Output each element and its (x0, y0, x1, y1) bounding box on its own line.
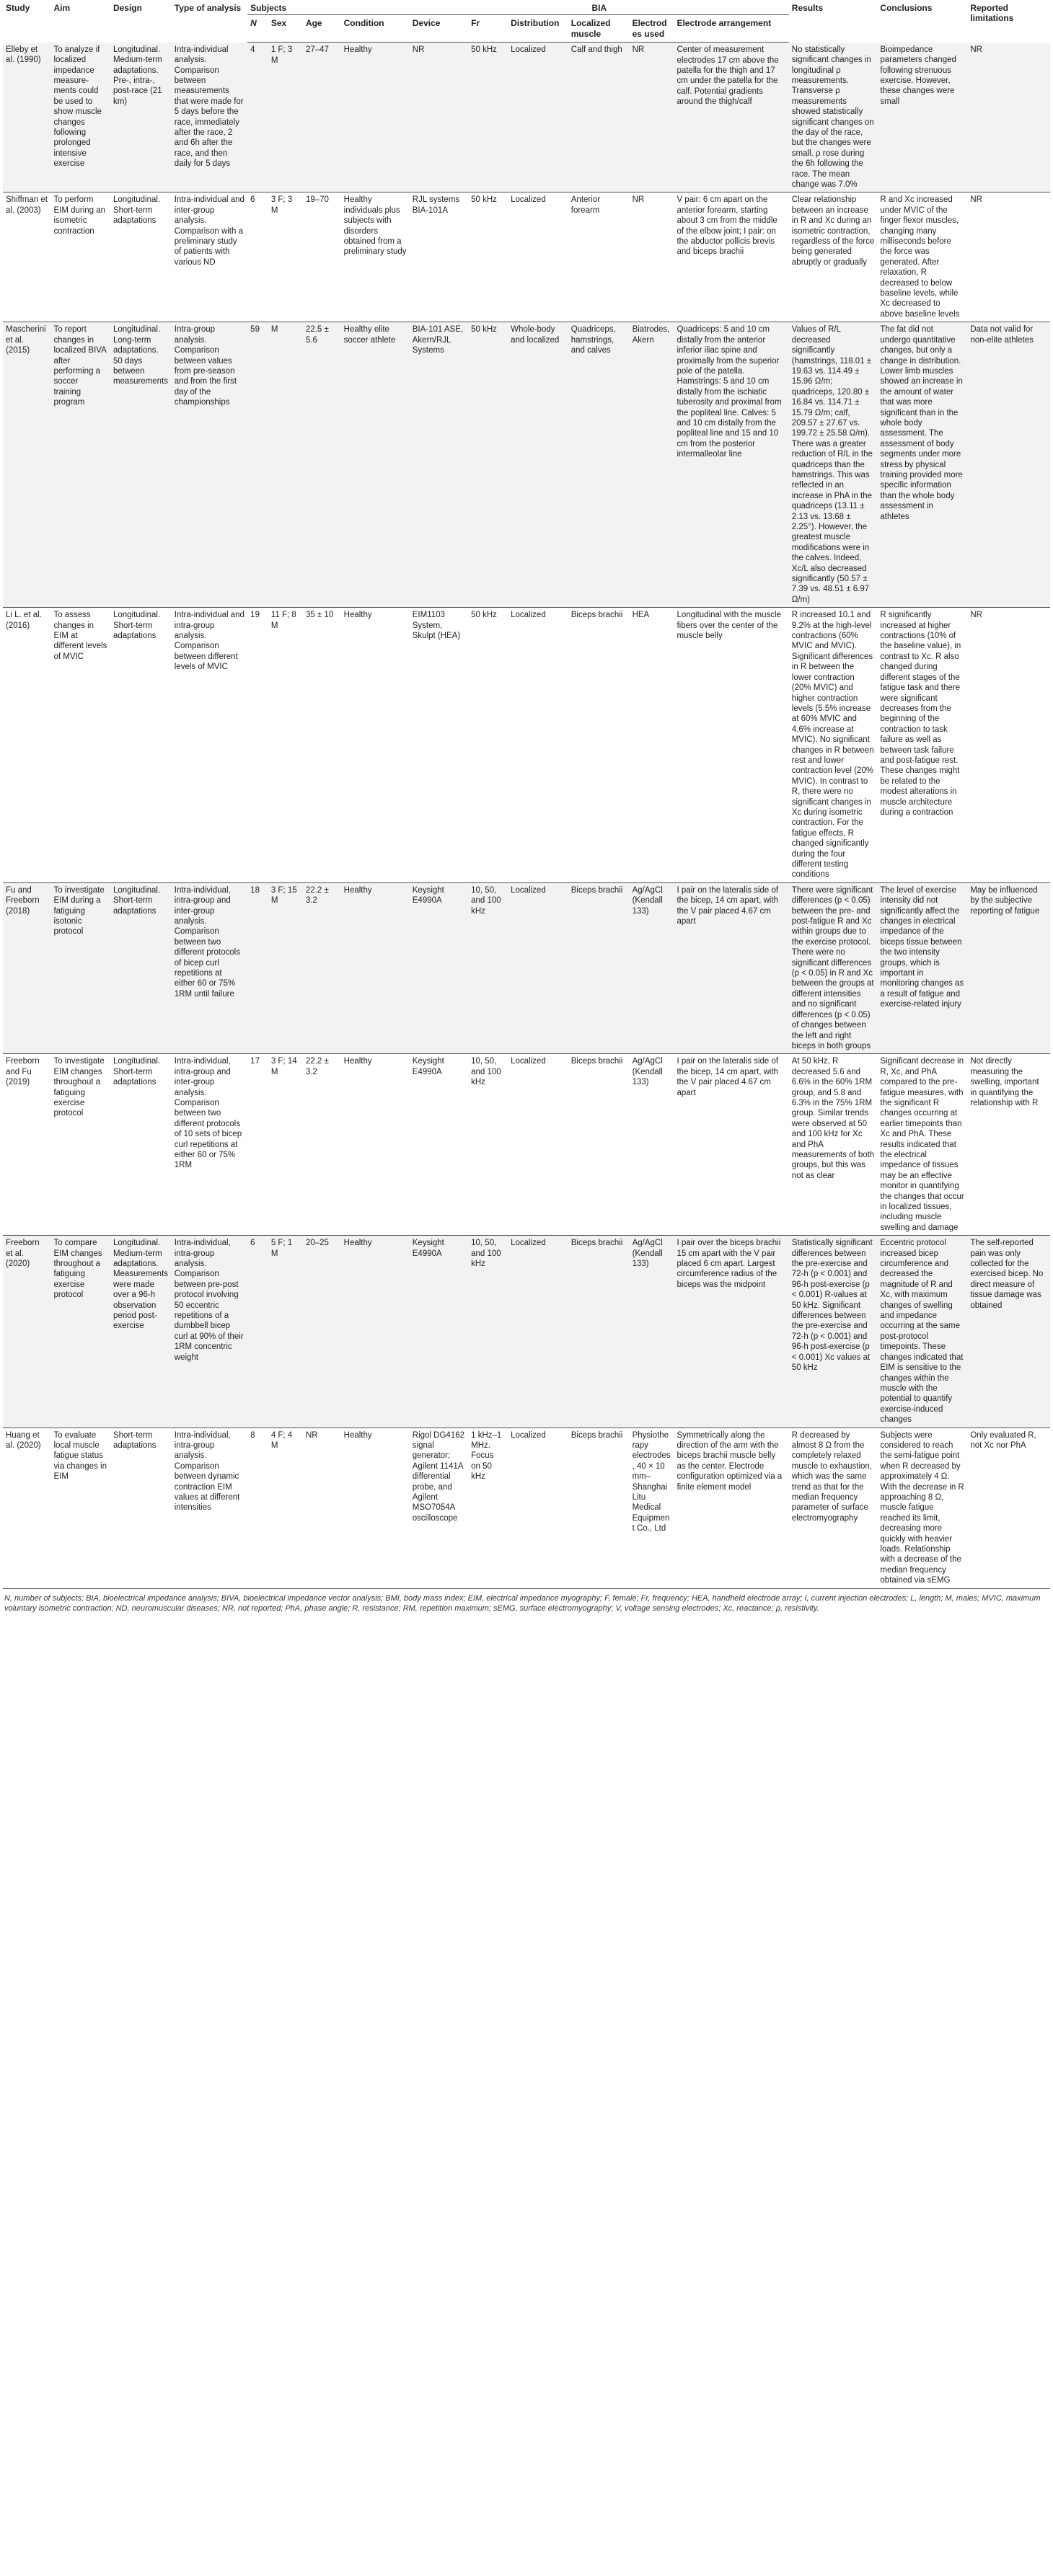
cell-aim: To report changes in localized BIVA after performing a soccer training program (50, 322, 110, 608)
table-footnote: N, number of subjects; BIA, bioelectrical impedance analysis; BIVA, bioelectrical impedance vector analysis; BMI, body mass index; EIM, electrical impedance myography; F, female; Fr, frequency; HEA, handheld electrode array; I, current injection electrodes; L, length; M, males; MVIC, maximum voluntary isometric contraction; ND, neuromuscular diseases; NR, not reported; PhA, phase angle; R, resistance; RM, repetition maximum; sEMG, surface electromyography; V, voltage sensing electrodes; Xc, reactance; ρ, resistivity. (4, 1593, 1041, 1613)
cell-localized-muscle: Calf and thigh (568, 43, 630, 192)
header-reported-limitations: Reported limitations (970, 3, 1014, 24)
cell-localized-muscle: Quadriceps, hamstrings, and calves (568, 322, 630, 608)
header-fr: Fr (468, 15, 508, 43)
cell-type-of-analysis: Intra-group analysis. Comparison between values from pre-season and from the first day of the championships (172, 322, 247, 608)
table-header (3, 0, 1050, 43)
cell-condition: Healthy (341, 882, 410, 1054)
cell-electrode-arrangement: Quadriceps: 5 and 10 cm distally from the anterior inferior iliac spine and proximally from the superior pole of the patella. Hamstrings: 5 and 10 cm distally from the ischiatic tuberosity and proximal from the popliteal line. Calves: 5 and 10 cm distally from the popliteal line and 15 and 10 cm from the posterior intermalleolar line (674, 322, 788, 608)
cell-n: 18 (247, 882, 268, 1054)
cell-design: Longitudinal. Short-term adaptations (110, 1054, 172, 1236)
cell-distribution: Localized (508, 1236, 568, 1428)
header-study: Study (6, 3, 30, 13)
cell-sex: 4 F; 4 M (268, 1428, 303, 1588)
cell-sex: 3 F; 15 M (268, 882, 303, 1054)
cell-reported-limitations: Not directly measuring the swelling, important in quantifying the relationship with R (967, 1054, 1050, 1236)
header-device: Device (410, 15, 468, 43)
cell-type-of-analysis: Intra-individual, intra-group and inter-group analysis. Comparison between two different protocols of 10 sets of bicep curl repetitions at either 60 or 75% 1RM (172, 1054, 247, 1236)
cell-design: Longitudinal. Medium-term adaptations. Pre-, intra-, post-race (21 km) (110, 43, 172, 192)
cell-results: At 50 kHz, R decreased 5.6 and 6.6% in the 60% 1RM group, and 5.8 and 6.3% in the 75% 1RM group. Similar trends were observed at 50 and 100 kHz for Xc and PhA measurements of both groups, but this was not as clear (789, 1054, 878, 1236)
studies-table (3, 0, 1050, 1589)
cell-study: Li L. et al. (2016) (3, 608, 50, 883)
cell-age: 22.5 ± 5.6 (303, 322, 341, 608)
cell-frequency: 50 kHz (468, 322, 508, 608)
cell-distribution: Localized (508, 608, 568, 883)
cell-conclusions: Significant decrease in R, Xc, and PhA compared to the pre-fatigue measures, with the significant R changes occurring at earlier timepoints than Xc and PhA. These results indicated that the electrical impedance of tissues may be an effective monitor in quantifying the changes that occur in localized tissues, including muscle swelling and damage (877, 1054, 967, 1236)
cell-aim: To investigate EIM during a fatiguing isotonic protocol (50, 882, 110, 1054)
cell-localized-muscle: Anterior forearm (568, 192, 630, 322)
cell-study: Elleby et al. (1990) (3, 43, 50, 192)
cell-design: Longitudinal. Short-term adaptations (110, 608, 172, 883)
cell-electrodes-used: Physiotherapy electrodes, 40 × 10 mm–Shanghai Litu Medical Equipment Co., Ltd (630, 1428, 674, 1588)
cell-sex: 11 F; 8 M (268, 608, 303, 883)
cell-study: Huang et al. (2020) (3, 1428, 50, 1588)
cell-results: Clear relationship between an increase in R and Xc during an isometric contraction, regardless of the force being generated abruptly or gradually (789, 192, 878, 322)
header-aim: Aim (53, 3, 71, 13)
table-body (3, 43, 1050, 1588)
cell-aim: To investigate EIM changes throughout a fatiguing exercise protocol (50, 1054, 110, 1236)
cell-condition: Healthy individuals plus subjects with disorders obtained from a preliminary study (341, 192, 410, 322)
cell-sex: 5 F; 1 M (268, 1236, 303, 1428)
cell-frequency: 50 kHz (468, 608, 508, 883)
header-distribution: Distribution (508, 15, 568, 43)
header-condition: Condition (341, 15, 410, 43)
cell-n: 6 (247, 192, 268, 322)
cell-study: Mascherini et al. (2015) (3, 322, 50, 608)
cell-localized-muscle: Biceps brachii (568, 608, 630, 883)
cell-condition: Healthy (341, 608, 410, 883)
cell-design: Longitudinal. Short-term adaptations (110, 882, 172, 1054)
cell-type-of-analysis: Intra-individual and inter-group analysis. Comparison with a preliminary study of patients with various ND (172, 192, 247, 322)
cell-type-of-analysis: Intra-individual analysis. Comparison between measurements that were made for 5 days before the race, immediately after the race, 2 and 6h after the race, and then daily for 5 days (172, 43, 247, 192)
cell-results: Values of R/L decreased significantly (hamstrings, 118.01 ± 19.63 vs. 114.49 ± 15.96 Ω/m; quadriceps, 120.80 ± 16.84 vs. 114.71 ± 15.79 Ω/m; calf, 209.57 ± 27.67 vs. 199.72 ± 25.58 Ω/m). There was a greater reduction of R/L in the quadriceps than the hamstrings. This was reflected in an increase in PhA in the quadriceps (13.11 ± 2.13 vs. 13.68 ± 2.25°). However, the greatest muscle modifications were in the calves. Indeed, Xc/L also decreased significantly (50.57 ± 7.39 vs. 48.51 ± 6.97 Ω/m) (789, 322, 878, 608)
cell-localized-muscle: Biceps brachii (568, 1054, 630, 1236)
cell-localized-muscle: Biceps brachii (568, 1236, 630, 1428)
table-row (3, 43, 1050, 192)
cell-n: 6 (247, 1236, 268, 1428)
cell-distribution: Localized (508, 1428, 568, 1588)
cell-reported-limitations: The self-reported pain was only collected for the exercised bicep. No direct measure of tissue damage was obtained (967, 1236, 1050, 1428)
cell-distribution: Localized (508, 192, 568, 322)
cell-electrodes-used: Ag/AgCl (Kendall 133) (630, 1054, 674, 1236)
cell-conclusions: Bioimpedance parameters changed following strenuous exercise. However, these changes were small (877, 43, 967, 192)
cell-age: 20–25 (303, 1236, 341, 1428)
header-design: Design (113, 3, 142, 13)
header-results: Results (791, 3, 824, 13)
cell-frequency: 1 kHz–1 MHz. Focus on 50 kHz (468, 1428, 508, 1588)
cell-age: 27–47 (303, 43, 341, 192)
cell-electrode-arrangement: Symmetrically along the direction of the arm with the biceps brachii muscle belly as the center. Electrode configuration optimized via a finite element model (674, 1428, 788, 1588)
cell-device: Keysight E4990A (410, 1054, 468, 1236)
cell-results: R decreased by almost 8 Ω from the completely relaxed muscle to exhaustion, which was the same trend as that for the median frequency parameter of surface electromyography (789, 1428, 878, 1588)
header-electrode-arrangement: Electrode arrangement (674, 15, 788, 43)
cell-device: Keysight E4990A (410, 882, 468, 1054)
cell-distribution: Localized (508, 1054, 568, 1236)
cell-device: BIA-101 ASE, Akern/RJL Systems (410, 322, 468, 608)
cell-age: 22.2 ± 3.2 (303, 882, 341, 1054)
cell-design: Longitudinal. Long-term adaptations. 50 days between measurements (110, 322, 172, 608)
cell-electrodes-used: Ag/AgCl (Kendall 133) (630, 882, 674, 1054)
cell-age: NR (303, 1428, 341, 1588)
cell-distribution: Whole-body and localized (508, 322, 568, 608)
cell-frequency: 10, 50, and 100 kHz (468, 882, 508, 1054)
cell-design: Short-term adaptations (110, 1428, 172, 1588)
cell-condition: Healthy (341, 1054, 410, 1236)
cell-reported-limitations: Only evaluated R, not Xc nor PhA (967, 1428, 1050, 1588)
cell-type-of-analysis: Intra-individual, intra-group and inter-group analysis. Comparison between two different protocols of bicep curl repetitions at either 60 or 75% 1RM until failure (172, 882, 247, 1054)
cell-electrode-arrangement: V pair: 6 cm apart on the anterior forearm, starting about 3 cm from the middle of the elbow joint; I pair: on the abductor pollicis brevis and biceps brachii (674, 192, 788, 322)
cell-study: Fu and Freeborn (2018) (3, 882, 50, 1054)
cell-age: 35 ± 10 (303, 608, 341, 883)
cell-conclusions: R and Xc increased under MVIC of the finger flexor muscles, changing many milliseconds before the force was generated. After relaxation, R decreased to below baseline levels, while Xc decreased to above baseline levels (877, 192, 967, 322)
cell-device: EIM1103 System, Skulpt (HEA) (410, 608, 468, 883)
cell-frequency: 10, 50, and 100 kHz (468, 1236, 508, 1428)
cell-aim: To compare EIM changes throughout a fatiguing exercise protocol (50, 1236, 110, 1428)
cell-conclusions: R significantly increased at higher contractions (10% of the baseline value), in contrast to Xc. R also changed during different stages of the fatigue task and there were significant decreases from the beginning of the contraction to task failure as well as between task failure and post-fatigue rest. These changes might be related to the modest alterations in muscle architecture during a contraction (877, 608, 967, 883)
table-row (3, 322, 1050, 608)
cell-aim: To analyze if localized impedance measure-ments could be used to show muscle changes following prolonged intensive exercise (50, 43, 110, 192)
cell-reported-limitations: NR (967, 192, 1050, 322)
cell-device: Keysight E4990A (410, 1236, 468, 1428)
cell-design: Longitudinal. Short-term adaptations (110, 192, 172, 322)
cell-design: Longitudinal. Medium-term adaptations. Measurements were made over a 96-h observation period post-exercise (110, 1236, 172, 1428)
cell-n: 59 (247, 322, 268, 608)
cell-electrodes-used: NR (630, 43, 674, 192)
table-row (3, 1236, 1050, 1428)
cell-age: 19–70 (303, 192, 341, 322)
cell-n: 8 (247, 1428, 268, 1588)
cell-reported-limitations: NR (967, 608, 1050, 883)
cell-frequency: 50 kHz (468, 192, 508, 322)
cell-distribution: Localized (508, 882, 568, 1054)
cell-condition: Healthy elite soccer athlete (341, 322, 410, 608)
cell-device: RJL systems BIA-101A (410, 192, 468, 322)
cell-localized-muscle: Biceps brachii (568, 882, 630, 1054)
cell-study: Freeborn and Fu (2019) (3, 1054, 50, 1236)
cell-electrode-arrangement: Longitudinal with the muscle fibers over the center of the muscle belly (674, 608, 788, 883)
cell-electrodes-used: NR (630, 192, 674, 322)
header-n: N (247, 15, 268, 43)
table-row (3, 608, 1050, 883)
cell-type-of-analysis: Intra-individual, intra-group analysis. Comparison between dynamic contraction EIM values at different intensities (172, 1428, 247, 1588)
cell-conclusions: Eccentric protocol increased bicep circumference and decreased the magnitude of R and Xc, with maximum changes of swelling and impedance occurring at the same post-protocol timepoints. These changes indicated that EIM is sensitive to the changes within the muscle with the potential to quantify exercise-induced changes (877, 1236, 967, 1428)
cell-n: 17 (247, 1054, 268, 1236)
cell-device: Rigol DG4162 signal generator; Agilent 1141A differential probe, and Agilent MSO7054A oscilloscope (410, 1428, 468, 1588)
cell-sex: 1 F; 3 M (268, 43, 303, 192)
cell-electrode-arrangement: Center of measurement electrodes 17 cm above the patella for the thigh and 17 cm under the patella for the calf. Potential gradients around the thigh/calf (674, 43, 788, 192)
header-conclusions: Conclusions (880, 3, 933, 13)
header-type-of-analysis: Type of analysis (174, 3, 242, 13)
cell-electrode-arrangement: I pair on the lateralis side of the bicep, 14 cm apart, with the V pair placed 4.67 cm apart (674, 882, 788, 1054)
cell-age: 22.2 ± 3.2 (303, 1054, 341, 1236)
cell-type-of-analysis: Intra-individual and intra-group analysis. Comparison between different levels of MVIC (172, 608, 247, 883)
cell-frequency: 10, 50, and 100 kHz (468, 1054, 508, 1236)
cell-aim: To perform EIM during an isometric contraction (50, 192, 110, 322)
cell-results: There were significant differences (p < 0.05) between the pre- and post-fatigue R and Xc within groups due to the exercise protocol. There were no significant differences (p < 0.05) in R and Xc between the groups at different intensities and no significant differences (p < 0.05) of changes between the left and right biceps in both groups (789, 882, 878, 1054)
cell-conclusions: The level of exercise intensity did not significantly affect the changes in electrical impedance of the biceps tissue between the two intensity groups, which is important in monitoring changes as a result of fatigue and exercise-related injury (877, 882, 967, 1054)
header-electrodes-used: Electrodes used (630, 15, 674, 43)
cell-reported-limitations: NR (967, 43, 1050, 192)
cell-conclusions: The fat did not undergo quantitative changes, but only a change in distribution. Lower limb muscles showed an increase in the amount of water that was more significant than in the whole body assessment. The assessment of body segments under more stress by physical training provided more specific information than the whole body assessment in athletes (877, 322, 967, 608)
cell-condition: Healthy (341, 1236, 410, 1428)
cell-condition: Healthy (341, 43, 410, 192)
cell-aim: To evaluate local muscle fatigue status via changes in EIM (50, 1428, 110, 1588)
header-bia-group: BIA (410, 0, 789, 15)
cell-electrodes-used: HEA (630, 608, 674, 883)
cell-electrode-arrangement: I pair over the biceps brachii 15 cm apart with the V pair placed 6 cm apart. Largest circumference radius of the biceps was the midpoint (674, 1236, 788, 1428)
cell-type-of-analysis: Intra-individual, intra-group analysis. Comparison between pre-post protocol involving 50 eccentric repetitions of a dumbbell bicep curl at 90% of their 1RM concentric weight (172, 1236, 247, 1428)
cell-localized-muscle: Biceps brachii (568, 1428, 630, 1588)
cell-electrodes-used: Ag/AgCl (Kendall 133) (630, 1236, 674, 1428)
cell-distribution: Localized (508, 43, 568, 192)
cell-study: Shiffman et al. (2003) (3, 192, 50, 322)
cell-study: Freeborn et al. (2020) (3, 1236, 50, 1428)
cell-results: R increased 10.1 and 9.2% at the high-level contractions (60% MVIC and MVIC). Significant differences in R between the lower contraction (20% MVIC) and higher contraction levels (5.5% increase at 60% MVIC and 4.6% increase at MVIC). No significant changes in R between rest and lower contraction level (20% MVIC). In contrast to R, there were no significant changes in Xc during isometric contraction. For the fatigue effects, R changed significantly during the four different testing conditions (789, 608, 878, 883)
cell-results: Statistically significant differences between the pre-exercise and 72-h (p < 0.001) and 96-h post-exercise (p < 0.001) R-values at 50 kHz. Significant differences between the pre-exercise and 72-h (p < 0.001) and 96-h post-exercise (p < 0.001) Xc values at 50 kHz (789, 1236, 878, 1428)
cell-sex: 3 F; 14 M (268, 1054, 303, 1236)
cell-sex: 3 F; 3 M (268, 192, 303, 322)
cell-electrode-arrangement: I pair on the lateralis side of the bicep, 14 cm apart, with the V pair placed 4.67 cm apart (674, 1054, 788, 1236)
header-sex: Sex (268, 15, 303, 43)
table-row (3, 882, 1050, 1054)
cell-reported-limitations: Data not valid for non-elite athletes (967, 322, 1050, 608)
table-row (3, 192, 1050, 322)
cell-device: NR (410, 43, 468, 192)
cell-results: No statistically significant changes in longitudinal ρ measurements. Transverse ρ measurements showed statistically significant changes on the day of the race, but the changes were small. ρ rose during the 6h following the race. The mean change was 7.0% (789, 43, 878, 192)
table-row (3, 1428, 1050, 1588)
cell-frequency: 50 kHz (468, 43, 508, 192)
cell-sex: M (268, 322, 303, 608)
cell-aim: To assess changes in EIM at different levels of MVIC (50, 608, 110, 883)
cell-n: 4 (247, 43, 268, 192)
cell-reported-limitations: May be influenced by the subjective reporting of fatigue (967, 882, 1050, 1054)
header-age: Age (303, 15, 341, 43)
cell-conclusions: Subjects were considered to reach the semi-fatigue point when R decreased by approximately 4 Ω. With the decrease in R approaching 8 Ω, muscle fatigue reached its limit, decreasing more quickly with heavier loads. Relationship with a decrease of the median frequency obtained via sEMG (877, 1428, 967, 1588)
header-localized-muscle: Localized muscle (568, 15, 630, 43)
cell-electrodes-used: Biatrodes, Akern (630, 322, 674, 608)
table-row (3, 1054, 1050, 1236)
cell-condition: Healthy (341, 1428, 410, 1588)
header-subjects-group: Subjects (247, 0, 410, 15)
cell-n: 19 (247, 608, 268, 883)
